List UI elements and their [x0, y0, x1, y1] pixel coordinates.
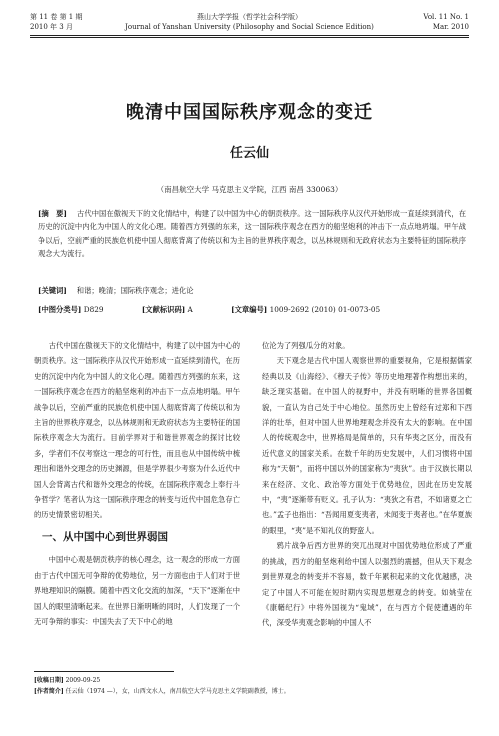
publication-date: 2010 年 3 月 — [30, 23, 73, 31]
footnote-rule — [34, 671, 174, 672]
header-rule — [30, 35, 469, 36]
clc-value: D829 — [83, 305, 104, 314]
body-column-left — [34, 338, 240, 629]
author-info-label: [作者简介] — [34, 688, 64, 695]
clc — [38, 305, 122, 314]
header-rule-thin — [30, 37, 469, 38]
article-title: 晚清中国国际秩序观念的变迁 — [126, 102, 373, 123]
author-name: 任云仙 — [229, 146, 269, 161]
paragraph: 天下观念是古代中国人观察世界的重要视角，它是根据儒家经典以及《山海经》、《穆天子传》等历史地理著作构想出来的，缺乏现实基础。在中国人的视野中，并没有明晰的世界各国概貌，一直认为自己处于中心地位。虽然历史上曾经有过郑和下西洋的壮举，但对中国人世界地理观念并没有太大的影响。在中国人的传统观念中，世界格局是简单的，只有华夷之区分，而没有近代意义的国家关系。在数千年的历史发展中，人们习惯将中国称为“天朝”，而将中国以外的国家称为“夷狄”。由于汉族长期以来在经济、文化、政治等方面处于优势地位，因此在历史发展中，“夷”逐渐带有贬义。孔子认为：“夷狄之有君，不如诸夏之亡也。”孟子也指出：“吾闻用夏变夷者，未闻变于夷者也。”在华夏族的眼里，“夷”是不知礼仪的野蛮人。 — [262, 356, 472, 535]
classification-line — [38, 305, 466, 315]
doc-code — [142, 305, 211, 314]
header-center — [30, 12, 469, 32]
header-right — [423, 12, 469, 32]
received-label: [收稿日期] — [34, 677, 64, 684]
doc-value: A — [187, 305, 193, 314]
abstract-text: 古代中国在傲视天下的文化情结中，构建了以中国为中心的朝贡秩序。这一国际秩序从汉代开始形成一直延续到清代，在历史的沉淀中内化为中国人的文化心理。随着西方列强的东来，这一国际秩序观念在西方的船坚炮利的冲击下一点点地坍塌。甲午战争以后，空前严重的民族危机使中国人彻底背离了传统以和为主旨的世界秩序观念，以丛林规则和无政府状态为主要特征的国际秩序观念大为流行。 — [38, 209, 466, 258]
footnote-received — [34, 675, 100, 684]
received-date: 2009-09-25 — [65, 677, 101, 684]
paragraph: 鸦片战争后西方世界的突兀出现对中国优势地位形成了严重的挑战，西方的船坚炮利给中国人以强烈的震撼，但从天下观念到世界观念的转变并不容易，数千年累积起来的文化优越感，决定了中国人不可能在短时期内实现思想观念的转变。如姚莹在《康輶纪行》中将外国视为“鬼域”，在与西方个促使遭遇的年代，深受华夷观念影响的中国人不 — [262, 541, 472, 628]
abstract — [38, 207, 466, 260]
keywords — [38, 286, 466, 296]
section-heading: 一、从中国中心到世界弱国 — [42, 530, 168, 543]
article-id — [231, 305, 398, 314]
footnote-author — [34, 686, 290, 695]
clc-label: [中图分类号] — [38, 305, 82, 314]
volume-issue-en: Vol. 11 No. 1 — [423, 13, 469, 21]
id-value: 1009-2692 (2010) 01-0073-05 — [269, 305, 381, 314]
author-info: 任云仙（1974 —），女，山西文水人，南昌航空大学马克思主义学院副教授，博士。 — [65, 688, 290, 695]
paragraph: 古代中国在傲视天下的文化情结中，构建了以中国为中心的朝贡秩序。这一国际秩序从汉代开始形成一直延续到清代，在历史的沉淀中内化为中国人的文化心理。随着西方列强的东来，这一国际秩序观念在西方的船坚炮利的冲击下一点点地坍塌。甲午战争以后，空前严重的民族危机使中国人彻底背离了传统以和为主旨的世界秩序观念，以丛林规则和无政府状态为主要特征的国际秩序观念大为流行。目前学界对于和谐世界观念的探讨比较多，学者们不仅考察这一理念的可行性，而且也从中国传统中梳理出和谐外交理念的历史渊源，但是学界很少考察为什么近代中国人会背离古代和谐外交理念的传统，在国际秩序观念上奉行斗争哲学？笔者认为这一国际秩序理念的转变与近代中国危急存亡的历史情景密切相关。 — [34, 341, 240, 520]
doc-label: [文献标识码] — [141, 305, 186, 314]
paragraph: 位沦为了列强瓜分的对象。 — [262, 341, 350, 350]
body-column-right — [262, 338, 472, 631]
volume-issue: 第 11 卷 第 1 期 — [30, 13, 83, 21]
publication-date-en: Mar. 2010 — [432, 23, 469, 31]
id-label: [文章编号] — [231, 305, 268, 314]
author-affiliation: （南昌航空大学 马克思主义学院，江西 南昌 330063） — [156, 185, 343, 194]
paragraph: 中国中心观是朝贡秩序的核心理念，这一观念的形成一方面由于古代中国无可争辩的优势地位，另一方面也由于人们对于世界地理知识的隔膜。随着中西文化交流的加深，“天下”逐渐在中国人的眼里清晰起来。在世界日渐明晰的同时，人们发现了一个无可争辩的事实：中国失去了天下中心的地 — [34, 555, 240, 626]
abstract-label: [摘 要] — [38, 209, 67, 218]
keywords-text: 和谐；晚清；国际秩序观念；进化论 — [76, 286, 194, 295]
journal-name-cn: 燕山大学学报（哲学社会科学版） — [197, 13, 302, 21]
keywords-label: [关键词] — [38, 286, 67, 295]
journal-name-en: Journal of Yanshan University (Philosophy and Social Science Edition) — [125, 23, 374, 31]
